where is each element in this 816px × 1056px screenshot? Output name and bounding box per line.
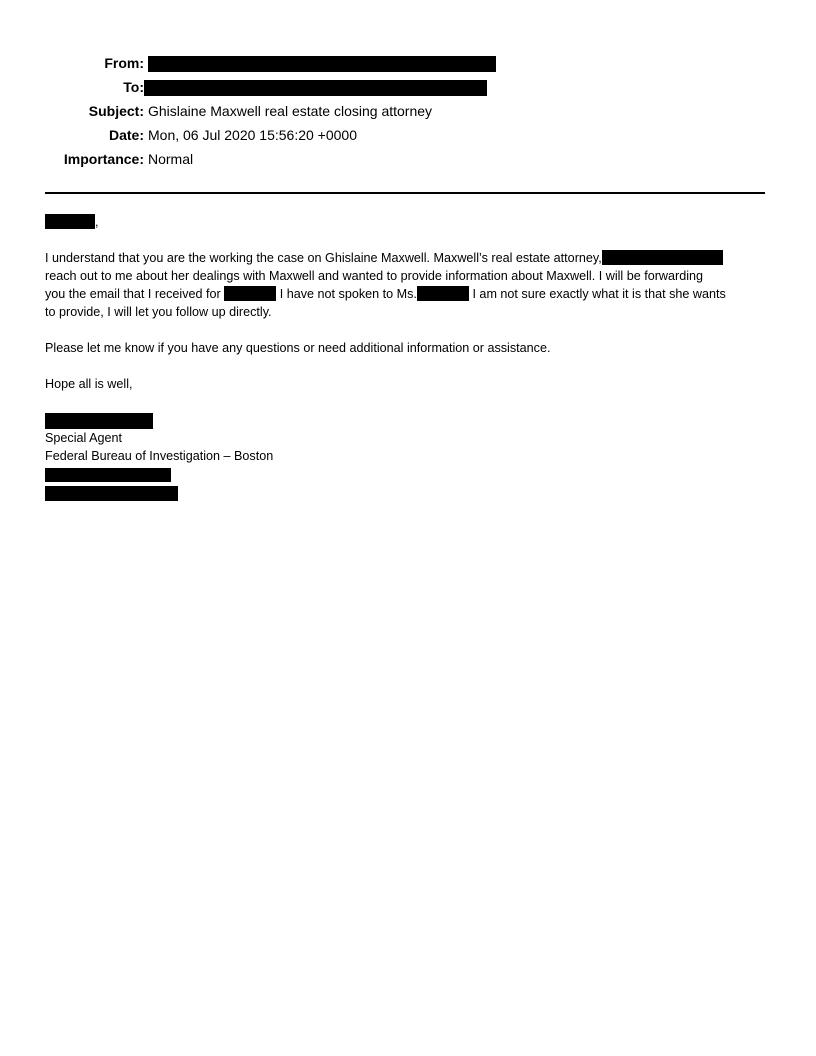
closing-line: Hope all is well,	[45, 377, 133, 391]
signature-title: Special Agent	[45, 431, 123, 445]
paragraph-text: I am not sure exactly what it is that she wants	[472, 287, 726, 301]
from-redaction	[148, 56, 496, 72]
paragraph-text: I have not spoken to Ms.	[279, 287, 417, 301]
paragraph-1-line-2: reach out to me about her dealings with Maxwell and wanted to provide information about Maxwell. I will be forwarding	[45, 269, 704, 283]
date-value: Mon, 06 Jul 2020 15:56:20 +0000	[148, 127, 358, 143]
paragraph-1-line-1	[45, 249, 767, 267]
paragraph-text: I understand that you are the working the case on Ghislaine Maxwell. Maxwell’s real estate attorney,	[45, 251, 602, 265]
name-redaction	[417, 286, 469, 301]
paragraph-2: Please let me know if you have any questions or need additional information or assistance.	[45, 341, 551, 355]
attorney-name-redaction	[602, 250, 723, 265]
to-label: To:	[123, 79, 144, 95]
recipient-name-redaction	[45, 214, 95, 229]
paragraph-1-line-4: to provide, I will let you follow up directly.	[45, 305, 272, 319]
from-label: From:	[104, 55, 144, 71]
date-label: Date:	[108, 127, 144, 143]
signature-org: Federal Bureau of Investigation – Boston	[45, 449, 274, 463]
greeting-comma: ,	[95, 215, 99, 229]
paragraph-1-line-3	[45, 285, 767, 303]
importance-value: Normal	[148, 151, 194, 167]
header-divider	[45, 192, 765, 194]
subject-label: Subject:	[88, 103, 144, 119]
signature-name-redaction	[45, 413, 153, 429]
signature-contact-redaction-2	[45, 486, 178, 501]
greeting	[45, 213, 767, 231]
importance-label: Importance:	[63, 151, 144, 167]
to-redaction	[144, 80, 487, 96]
name-redaction	[224, 286, 276, 301]
subject-value: Ghislaine Maxwell real estate closing attorney	[148, 103, 433, 119]
signature-contact-redaction-1	[45, 468, 171, 482]
paragraph-text: you the email that I received for	[45, 287, 221, 301]
